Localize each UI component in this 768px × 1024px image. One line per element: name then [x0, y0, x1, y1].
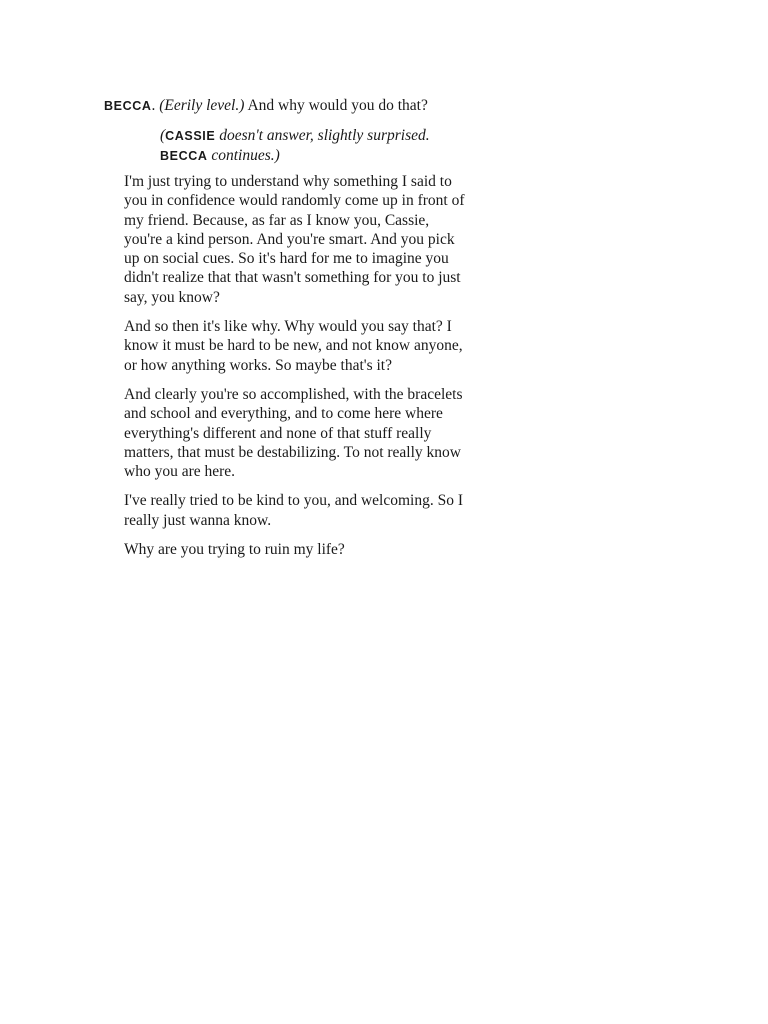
speaker-name: BECCA	[104, 99, 152, 113]
stage-direction-text: doesn't answer, slightly surprised.	[219, 127, 430, 144]
dialogue-block	[124, 172, 470, 569]
dialogue-paragraph: I've really tried to be kind to you, and welcoming. So I really just wanna know.	[124, 492, 463, 529]
dialogue-paragraph: And so then it's like why. Why would you say that? I know it must be hard to be new, and not know anyone, or how anything works. So maybe that's it?	[124, 318, 463, 374]
speaker-line	[104, 96, 484, 116]
stage-direction-open: (	[160, 127, 166, 144]
speaker-period: .	[151, 97, 156, 114]
dialogue-paragraph: I'm just trying to understand why something I said to you in confidence would randomly come up in front of my friend. Because, as far as I know you, Cassie, you're a kind person. And you're smart. And you pick up on social cues. So it's hard for me to imagine you didn't realize that that wasn't something for you to just say, you know?	[124, 173, 465, 306]
parenthetical: (Eerily level.)	[159, 97, 245, 114]
stage-direction-character: BECCA	[160, 149, 208, 163]
stage-direction	[160, 126, 480, 166]
dialogue-paragraph: And clearly you're so accomplished, with the bracelets and school and everything, and to come here where everything's different and none of that stuff really matters, that must be destabilizing. To not really know who you are here.	[124, 385, 463, 481]
speaker-dialogue: And why would you do that?	[247, 97, 428, 114]
stage-direction-character: CASSIE	[165, 129, 216, 143]
dialogue-paragraph: Why are you trying to ruin my life?	[124, 541, 345, 559]
stage-direction-text: continues.)	[211, 147, 280, 164]
